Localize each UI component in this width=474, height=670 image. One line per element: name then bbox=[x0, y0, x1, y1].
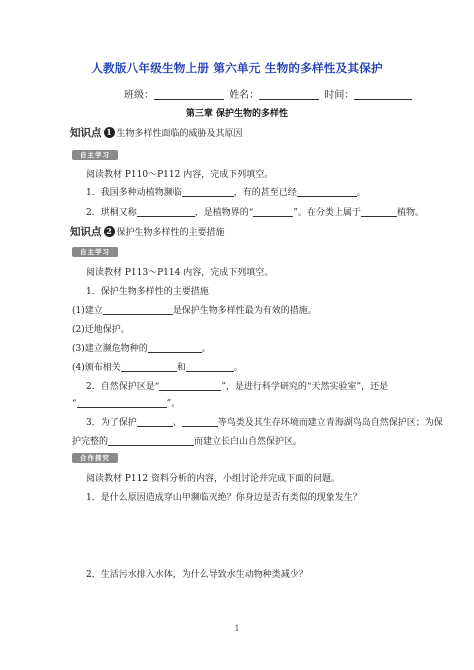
kp1-label: 知识点 bbox=[70, 127, 102, 139]
kp2-label: 知识点 bbox=[70, 226, 102, 238]
name-label: 姓名： bbox=[229, 90, 260, 101]
measure-1: (1)建立 是保护生物多样性最为有效的措施。 bbox=[72, 306, 317, 316]
class-label: 班级： bbox=[124, 90, 154, 101]
answer-blank[interactable] bbox=[103, 305, 173, 315]
s3-intro: 阅读教材 P112 资料分析的内容，小组讨论并完成下面的问题。 bbox=[86, 474, 340, 484]
answer-blank[interactable] bbox=[137, 207, 195, 217]
measure-3: (3)建立濒危物种的 。 bbox=[72, 344, 211, 354]
time-label: 时间： bbox=[324, 90, 355, 101]
measure-2: (2)迁地保护。 bbox=[72, 325, 130, 335]
s2-question-3-cont: 护完整的 而建立长白山自然保护区。 bbox=[72, 437, 303, 447]
s1-question-2: 2．珙桐又称 ，是植物界的“ ”。在分类上属于 植物。 bbox=[86, 208, 424, 218]
knowledge-point-1 bbox=[70, 125, 243, 140]
s3-question-1: 1．是什么原因造成穿山甲濒临灭绝？你身边是否有类似的现象发生？ bbox=[86, 493, 362, 503]
kp2-desc: 保护生物多样性的主要措施 bbox=[116, 228, 225, 238]
s1-intro: 阅读教材 P110～P112 内容，完成下列填空。 bbox=[86, 170, 274, 180]
self-study-badge: 自主学习 bbox=[72, 150, 118, 160]
kp1-desc: 生物多样性面临的威胁及其原因 bbox=[116, 129, 243, 139]
answer-blank[interactable] bbox=[182, 417, 218, 427]
knowledge-point-2 bbox=[70, 224, 225, 239]
kp2-number-icon: 2 bbox=[104, 226, 115, 237]
class-blank[interactable] bbox=[154, 89, 224, 100]
answer-blank[interactable] bbox=[108, 436, 194, 446]
cooperative-inquiry-badge: 合作探究 bbox=[72, 453, 118, 463]
kp1-number-icon: 1 bbox=[104, 127, 115, 138]
answer-blank[interactable] bbox=[148, 343, 202, 353]
answer-blank[interactable] bbox=[159, 381, 221, 391]
measure-4: (4)颁布相关 和 。 bbox=[72, 363, 243, 373]
time-blank[interactable] bbox=[354, 89, 412, 100]
answer-blank[interactable] bbox=[186, 362, 234, 372]
answer-blank[interactable] bbox=[121, 362, 177, 372]
answer-blank[interactable] bbox=[137, 417, 173, 427]
answer-blank[interactable] bbox=[253, 207, 293, 217]
answer-blank[interactable] bbox=[361, 207, 397, 217]
page-number: 1 bbox=[234, 624, 240, 633]
name-blank[interactable] bbox=[259, 89, 319, 100]
s3-question-2: 2．生活污水排入水体，为什么导致水生动物种类减少？ bbox=[86, 570, 308, 580]
page-title: 人教版八年级生物上册 第六单元 生物的多样性及其保护 bbox=[91, 61, 383, 75]
s2-question-3: 3．为了保护 、 等鸟类及其生存环境而建立青海湖鸟岛自然保护区；为保 bbox=[86, 418, 443, 428]
s2-question-1: 1．保护生物多样性的主要措施 bbox=[86, 287, 209, 297]
student-info-fields bbox=[124, 86, 414, 101]
answer-blank[interactable] bbox=[77, 398, 167, 408]
chapter-heading: 第三章 保护生物的多样性 bbox=[185, 109, 289, 119]
answer-blank[interactable] bbox=[182, 187, 234, 197]
s1-question-1: 1．我国多种动植物濒临 ，有的甚至已经 。 bbox=[86, 188, 366, 198]
s2-intro: 阅读教材 P113～P114 内容，完成下列填空。 bbox=[86, 268, 274, 278]
answer-blank[interactable] bbox=[297, 187, 357, 197]
s2-question-2-cont: “ ”。 bbox=[72, 399, 181, 409]
self-study-badge: 自主学习 bbox=[72, 247, 118, 257]
s2-question-2: 2．自然保护区是“ ”，是进行科学研究的“天然实验室”，还是 bbox=[86, 382, 389, 392]
